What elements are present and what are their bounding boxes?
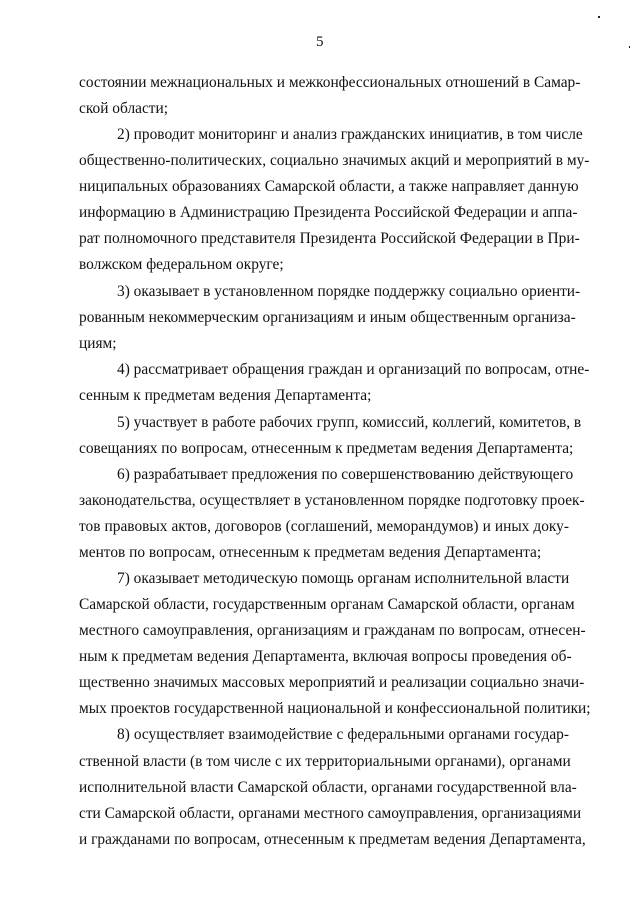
text-line: щественно значимых массовых мероприятий и реализации социально значи- bbox=[79, 674, 585, 691]
text-line: сенным к предметам ведения Департамента; bbox=[79, 387, 372, 404]
text-line: 2) проводит мониторинг и анализ гражданских инициатив, в том числе bbox=[117, 126, 583, 143]
text-line: рованным некоммерческим организациям и иным общественным организа- bbox=[79, 309, 576, 326]
text-line: общественно-политических, социально значимых акций и мероприятий в му- bbox=[79, 152, 590, 169]
text-line: ской области; bbox=[79, 100, 169, 117]
text-line: циям; bbox=[79, 335, 117, 352]
text-line: 7) оказывает методическую помощь органам исполнительной власти bbox=[117, 570, 570, 587]
text-line: рат полномочного представителя Президента Российской Федерации в При- bbox=[79, 230, 580, 247]
scan-speck bbox=[629, 46, 630, 48]
text-line: мых проектов государственной национальной и конфессиональной политики; bbox=[79, 700, 591, 717]
text-line: и гражданами по вопросам, отнесенным к предметам ведения Департамента, bbox=[79, 831, 586, 848]
text-line: 5) участвует в работе рабочих групп, комиссий, коллегий, комитетов, в bbox=[117, 414, 582, 431]
text-line: ментов по вопросам, отнесенным к предметам ведения Департамента; bbox=[79, 544, 542, 561]
text-line: волжском федеральном округе; bbox=[79, 256, 284, 273]
text-line: 3) оказывает в установленном порядке поддержку социально ориенти- bbox=[117, 283, 581, 300]
text-line: законодательства, осуществляет в установленном порядке подготовку проек- bbox=[79, 492, 585, 509]
text-line: ственной власти (в том числе с их территориальными органами), органами bbox=[79, 753, 571, 770]
text-line: состоянии межнациональных и межконфессиональных отношений в Самар- bbox=[79, 74, 581, 91]
text-line: тов правовых актов, договоров (соглашений, меморандумов) и иных доку- bbox=[79, 518, 569, 535]
text-line: исполнительной власти Самарской области, органами государственной вла- bbox=[79, 779, 577, 796]
text-line: 6) разрабатывает предложения по совершенствованию действующего bbox=[117, 466, 574, 483]
scan-speck bbox=[598, 16, 600, 18]
text-line: информацию в Администрацию Президента Российской Федерации и аппа- bbox=[79, 204, 578, 221]
text-line: 4) рассматривает обращения граждан и организаций по вопросам, отне- bbox=[117, 361, 590, 378]
text-line: сти Самарской области, органами местного самоуправления, организациями bbox=[79, 805, 582, 822]
text-line: ным к предметам ведения Департамента, включая вопросы проведения об- bbox=[79, 648, 572, 665]
text-line: местного самоуправления, организациям и гражданам по вопросам, отнесен- bbox=[79, 622, 586, 639]
text-line: ниципальных образованиях Самарской области, а также направляет данную bbox=[79, 178, 579, 195]
page-number: 5 bbox=[316, 34, 324, 50]
text-line: 8) осуществляет взаимодействие с федеральными органами государ- bbox=[117, 726, 569, 743]
text-line: Самарской области, государственным органам Самарской области, органам bbox=[79, 596, 575, 613]
text-line: совещаниях по вопросам, отнесенным к предметам ведения Департамента; bbox=[79, 440, 574, 457]
